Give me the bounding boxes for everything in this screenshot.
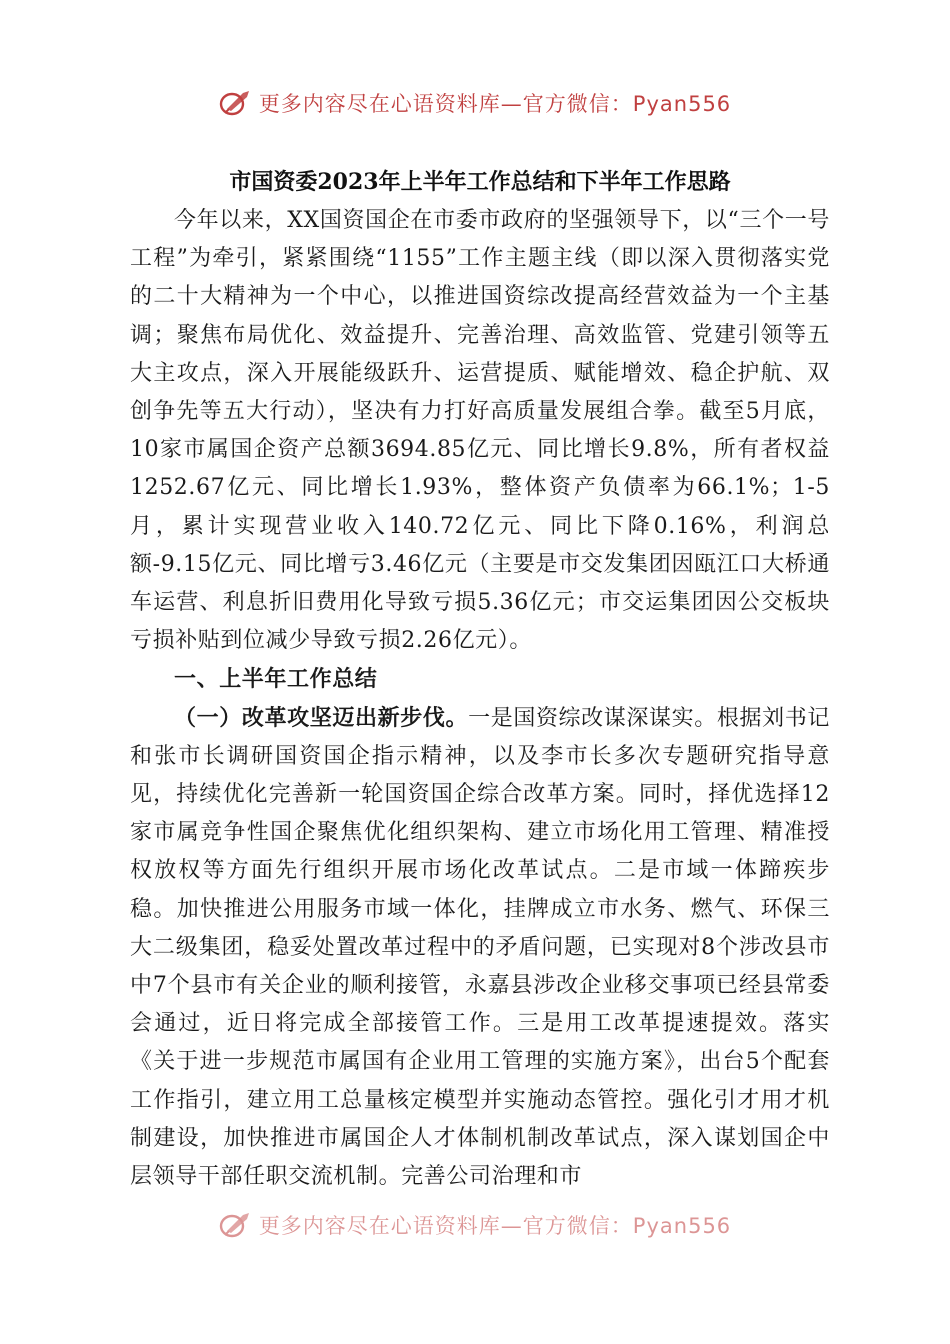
watermark-footer-text: 更多内容尽在心语资料库—官方微信：Pyan556 — [258, 1214, 732, 1238]
section-heading-first-half-summary: 一、上半年工作总结 — [174, 666, 378, 693]
intro-paragraph: 今年以来，XX国资国企在市委市政府的坚强领导下，以“三个一号工程”为牵引，紧紧围绕“1155”工作主题主线（即以深入贯彻落实党的二十大精神为一个中心，以推进国资综改提高经营效益为一个主基调；聚焦布局优化、效益提升、完善治理、高效监管、党建引领等五大主攻点，深入开展能级跃升、运营提质、赋能增效、稳企护航、双创争先等五大行动），坚决有力打好高质量发展组合拳。截至5月底，10家市属国企资产总额3694.85亿元、同比增长9.8%，所有者权益1252.67亿元、同比增长1.93%，整体资产负债率为66.1%；1-5月，累计实现营业收入140.72亿元、同比下降0.16%，利润总额-9.15亿元、同比增亏3.46亿元（主要是市交发集团因瓯江口大桥通车运营、利息折旧费用化导致亏损5.36亿元；市交运集团因公交板块亏损补贴到位减少导致亏损2.26亿元）。 — [130, 208, 830, 654]
pen-quill-icon — [219, 1211, 253, 1244]
pen-quill-icon — [219, 89, 253, 122]
watermark-header — [0, 88, 950, 122]
reform-body: 一是国资综改谋深谋实。根据刘书记和张市长调研国资国企指示精神，以及李市长多次专题研究指导意见，持续优化完善新一轮国资国企综合改革方案。同时，择优选择12家市属竞争性国企聚焦优化组织架构、建立市场化用工管理、精准授权放权等方面先行组织开展市场化改革试点。二是市域一体蹄疾步稳。加快推进公用服务市域一体化，挂牌成立市水务、燃气、环保三大二级集团，稳妥处置改革过程中的矛盾问题，已实现对8个涉改县市中7个县市有关企业的顺利接管，永嘉县涉改企业移交事项已经县常委会通过，近日将完成全部接管工作。三是用工改革提速提效。落实《关于进一步规范市属国有企业用工管理的实施方案》，出台5个配套工作指引，建立用工总量核定模型并实施动态管控。强化引才用才机制建设，加快推进市属国企人才体制机制改革试点，深入谋划国企中层领导干部任职交流机制。完善公司治理和市 — [130, 705, 830, 1190]
document-title: 市国资委2023年上半年工作总结和下半年工作思路 — [229, 169, 731, 195]
reform-paragraph — [130, 699, 830, 1197]
document-page — [130, 162, 830, 1196]
watermark-text: 更多内容尽在心语资料库—官方微信：Pyan556 — [258, 92, 732, 116]
subsection-heading-reform: （一）改革攻坚迈出新步伐。 — [174, 704, 469, 731]
watermark-footer — [0, 1210, 950, 1244]
